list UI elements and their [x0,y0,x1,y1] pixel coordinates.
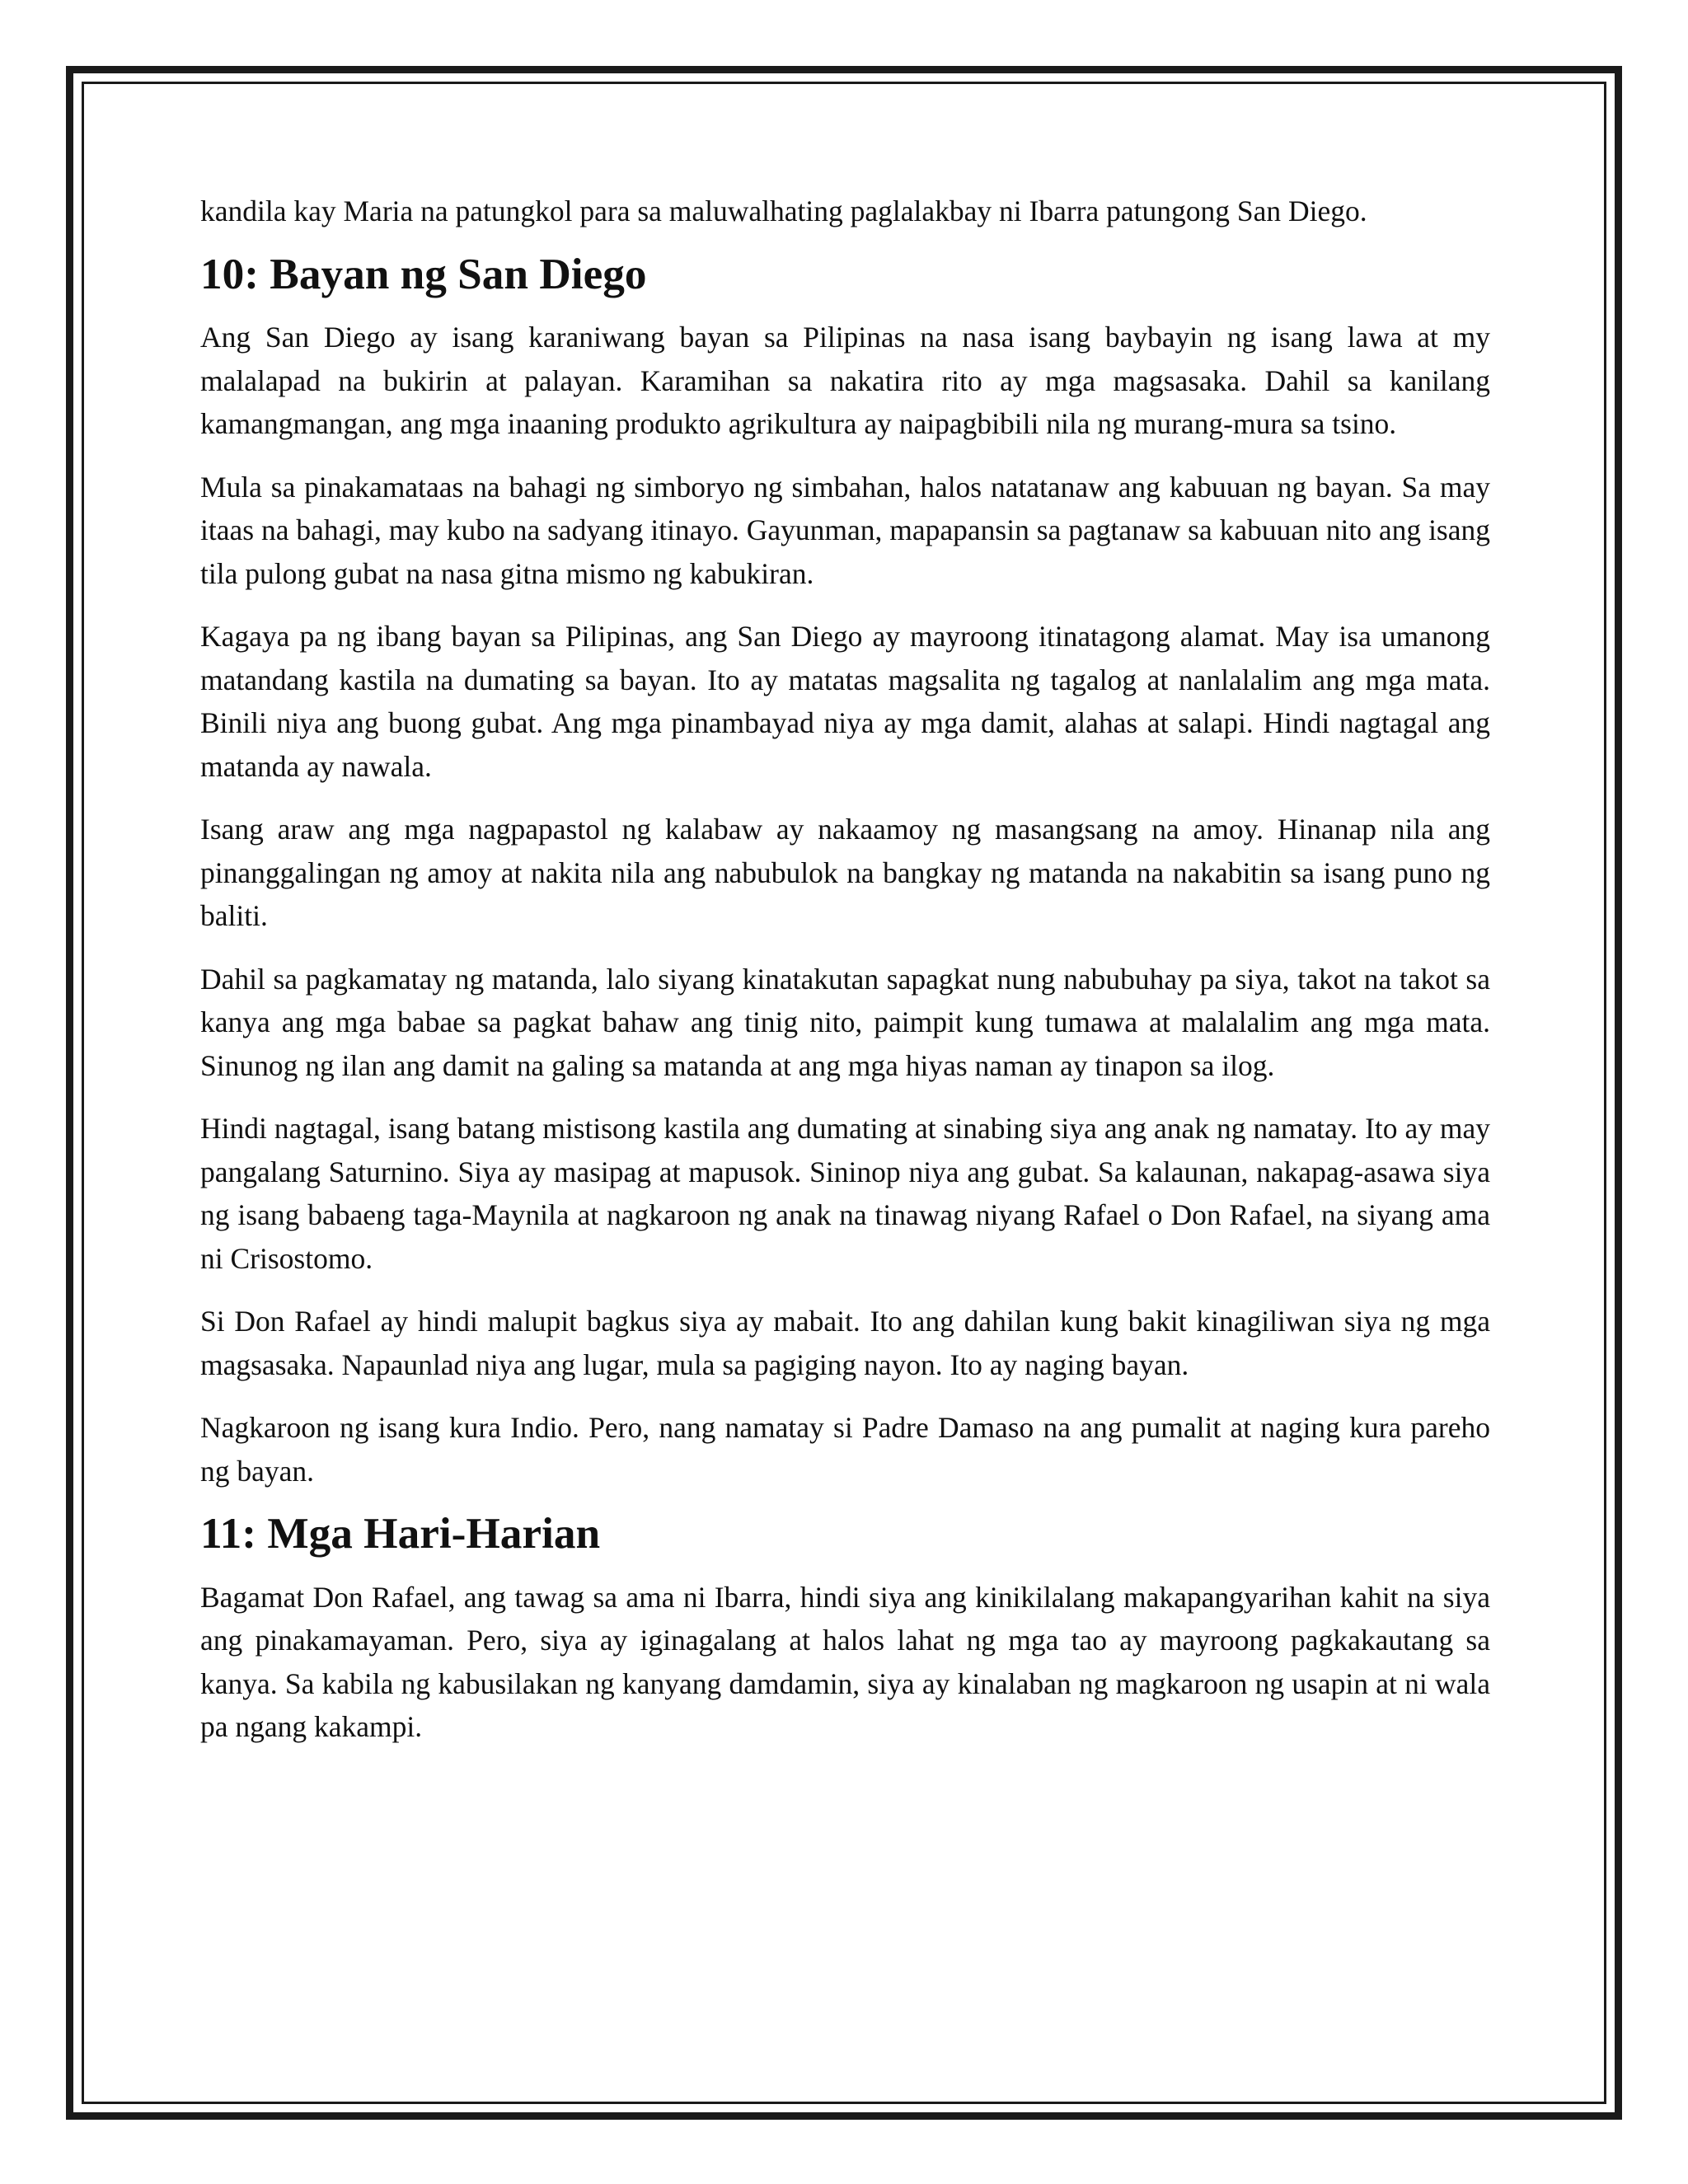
paragraph: Si Don Rafael ay hindi malupit bagkus siya ay mabait. Ito ang dahilan kung bakit kinagiliwan siya ng mga magsasaka. Napaunlad niya ang lugar, mula sa pagiging nayon. Ito ay naging bayan. [200,1305,1490,1381]
paragraph: Mula sa pinakamataas na bahagi ng simboryo ng simbahan, halos natatanaw ang kabuuan ng bayan. Sa may itaas na bahagi, may kubo na sadyang itinayo. Gayunman, mapapansin sa pagtanaw sa kabuuan nito ang isang tila pulong gubat na nasa gitna mismo ng kabukiran. [200,470,1490,590]
chapter-11-heading: 11: Mga Hari-Harian [200,1509,601,1558]
document-body [200,190,1490,1769]
paragraph: Hindi nagtagal, isang batang mistisong kastila ang dumating at sinabing siya ang anak ng namatay. Ito ay may pangalang Saturnino. Siya ay masipag at mapusok. Sininop niya ang gubat. Sa kalaunan, nakapag-asawa siya ng isang babaeng taga-Maynila at nagkaroon ng anak na tinawag niyang Rafael o Don Rafael, na siyang ama ni Crisostomo. [200,1112,1490,1275]
paragraph: Dahil sa pagkamatay ng matanda, lalo siyang kinatakutan sapagkat nung nabubuhay pa siya, takot na takot sa kanya ang mga babae sa pagkat bahaw ang tinig nito, paimpit kung tumawa at malalalim ang mga mata. Sinunog ng ilan ang damit na galing sa matanda at ang mga hiyas naman ay tinapon sa ilog. [200,962,1490,1082]
paragraph: Nagkaroon ng isang kura Indio. Pero, nang namatay si Padre Damaso na ang pumalit at naging kura pareho ng bayan. [200,1411,1490,1488]
paragraph: Kagaya pa ng ibang bayan sa Pilipinas, ang San Diego ay mayroong itinatagong alamat. May isa umanong matandang kastila na dumating sa bayan. Ito ay matatas magsalita ng tagalog at nanlalalim ang mga mata. Binili niya ang buong gubat. Ang mga pinambayad niya ay mga damit, alahas at salapi. Hindi nagtagal ang matanda ay nawala. [200,620,1490,783]
paragraph: Isang araw ang mga nagpapastol ng kalabaw ay nakaamoy ng masangsang na amoy. Hinanap nila ang pinanggalingan ng amoy at nakita nila ang nabubulok na bangkay ng matanda na nakabitin sa isang puno ng baliti. [200,813,1490,932]
paragraph: Bagamat Don Rafael, ang tawag sa ama ni Ibarra, hindi siya ang kinikilalang makapangyarihan kahit na siya ang pinakamayaman. Pero, siya ay iginagalang at halos lahat ng mga tao ay mayroong pagkakautang sa kanya. Sa kabila ng kabusilakan ng kanyang damdamin, siya ay kinalaban ng magkaroon ng usapin at ni wala pa ngang kakampi. [200,1580,1490,1743]
paragraph: Ang San Diego ay isang karaniwang bayan sa Pilipinas na nasa isang baybayin ng isang lawa at my malalapad na bukirin at palayan. Karamihan sa nakatira rito ay mga magsasaka. Dahil sa kanilang kamangmangan, ang mga inaaning produkto agrikultura ay naipagbibili nila ng murang-mura sa tsino. [200,321,1490,440]
chapter-10-heading: 10: Bayan ng San Diego [200,249,647,298]
paragraph-continuation: kandila kay Maria na patungkol para sa maluwalhating paglalakbay ni Ibarra patungong San Diego. [200,194,1367,227]
